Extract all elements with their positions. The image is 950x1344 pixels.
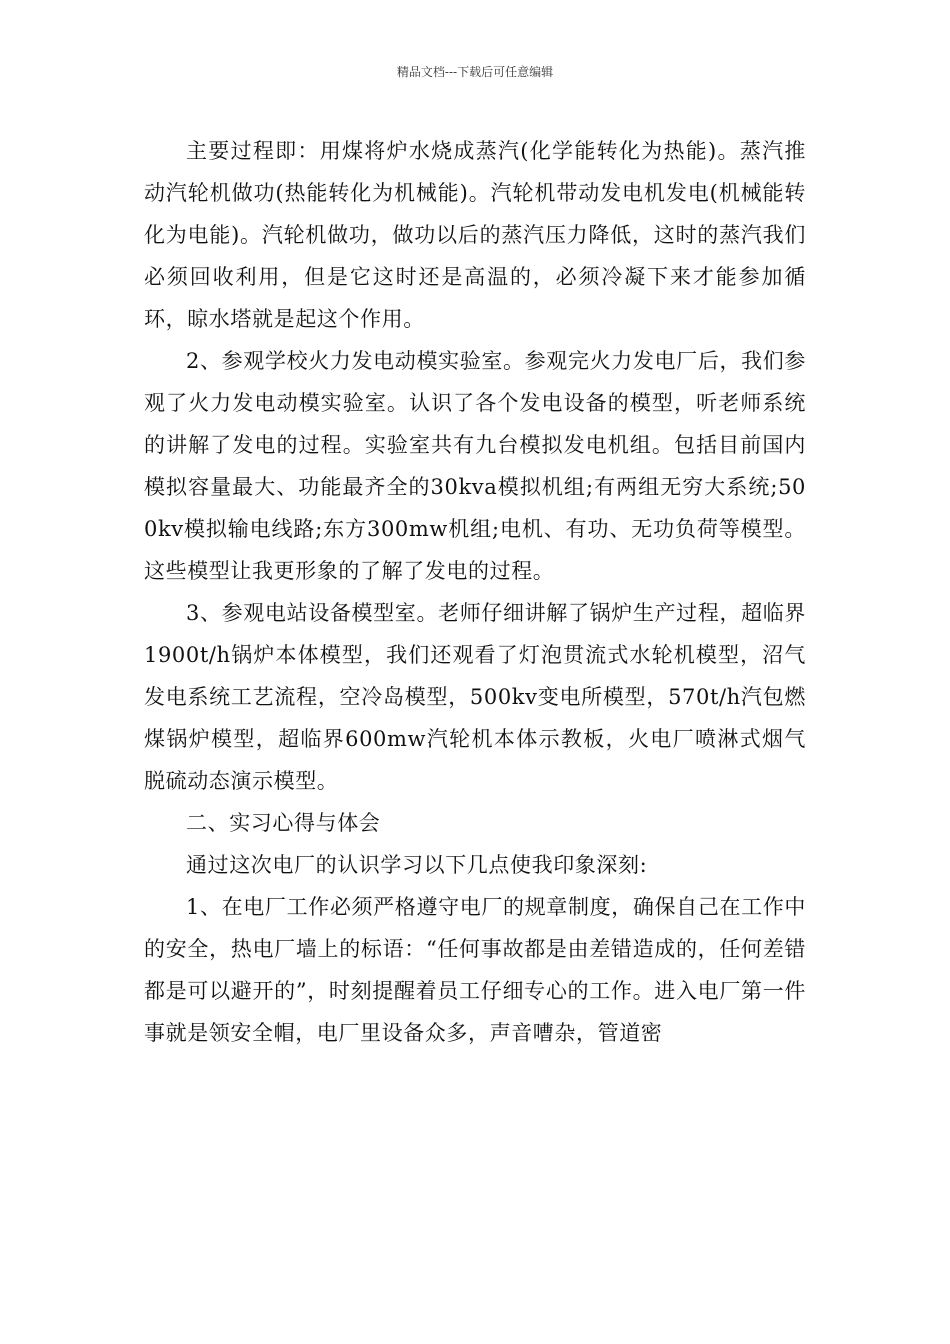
paragraph-safety-rules: 1、在电厂工作必须严格遵守电厂的规章制度，确保自己在工作中的安全，热电厂墙上的标语：“任何事故都是由差错造成的，任何差错都是可以避开的”，时刻提醒着员工仔细专心的工作。进入电厂第一件事就是领安全帽，电厂里设备众多，声音嘈杂，管道密	[144, 895, 806, 1045]
document-body	[144, 130, 806, 1054]
paragraph-dynamic-model-lab: 2、参观学校火力发电动模实验室。参观完火力发电厂后，我们参观了火力发电动模实验室。认识了各个发电设备的模型，听老师系统的讲解了发电的过程。实验室共有九台模拟发电机组。包括目前国内模拟容量最大、功能最齐全的30kva模拟机组;有两组无穷大系统;500kv模拟输电线路;东方300mw机组;电机、有功、无功负荷等模型。这些模型让我更形象的了解了发电的过程。	[144, 349, 806, 583]
page-header: 精品文档---下载后可任意编辑	[396, 65, 554, 79]
paragraph-equipment-model-room: 3、参观电站设备模型室。老师仔细讲解了锅炉生产过程，超临界1900t/h锅炉本体模型，我们还观看了灯泡贯流式水轮机模型，沼气发电系统工艺流程，空冷岛模型，500kv变电所模型，570t/h汽包燃煤锅炉模型，超临界600mw汽轮机本体示教板，火电厂喷淋式烟气脱硫动态演示模型。	[144, 601, 806, 793]
paragraph-intro-impressions: 通过这次电厂的认识学习以下几点使我印象深刻:	[186, 853, 648, 877]
section-heading-experience: 二、实习心得与体会	[186, 811, 381, 835]
paragraph-process-summary: 主要过程即：用煤将炉水烧成蒸汽(化学能转化为热能)。蒸汽推动汽轮机做功(热能转化为机械能)。汽轮机带动发电机发电(机械能转化为电能)。汽轮机做功，做功以后的蒸汽压力降低，这时的蒸汽我们必须回收利用，但是它这时还是高温的，必须冷凝下来才能参加循环，晾水塔就是起这个作用。	[144, 139, 806, 331]
